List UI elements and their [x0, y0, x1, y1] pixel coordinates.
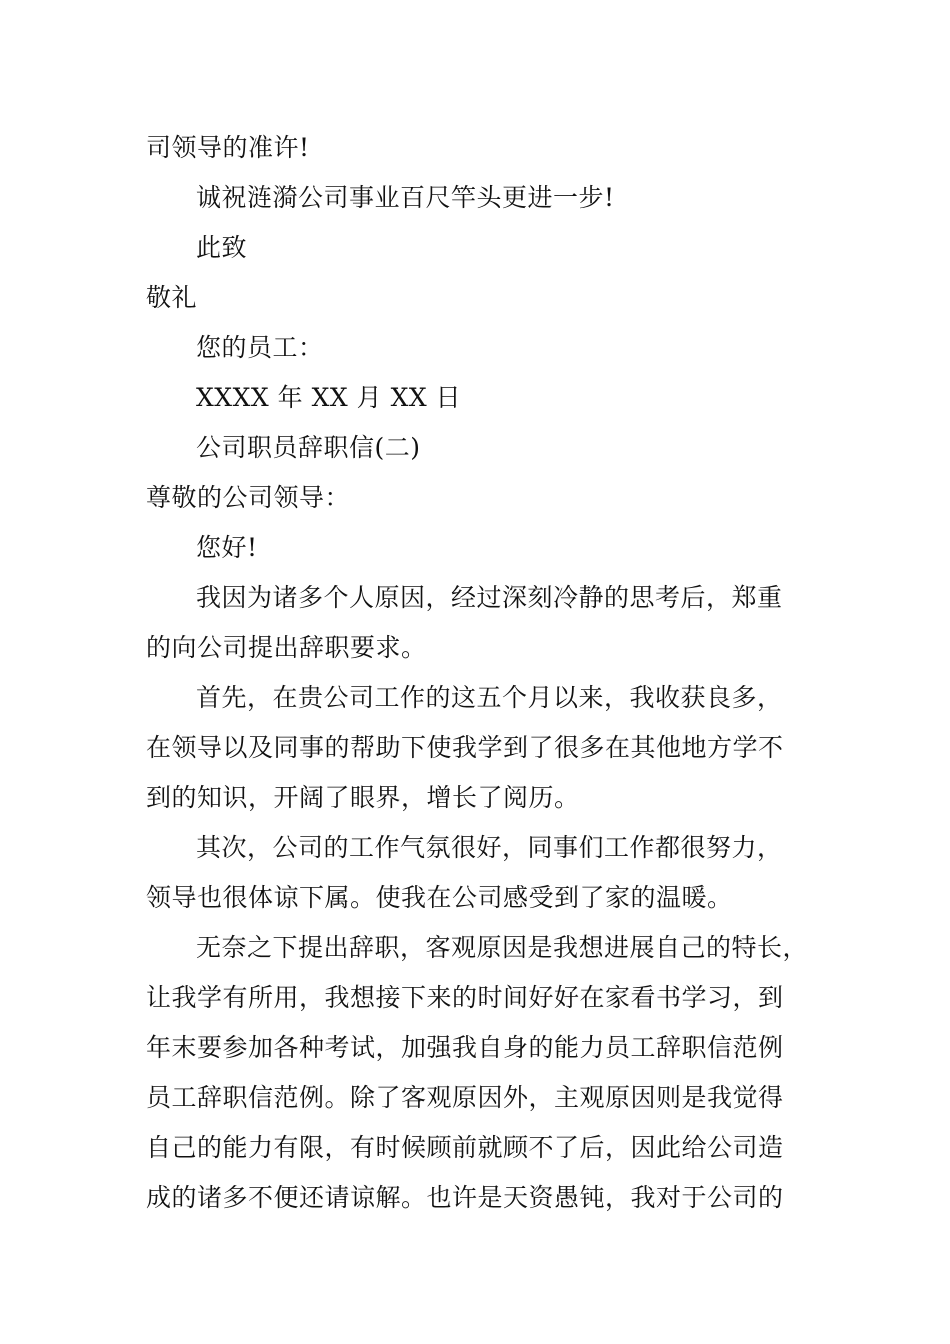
- text-line: 我因为诸多个人原因，经过深刻冷静的思考后，郑重: [196, 583, 783, 612]
- text-line: 让我学有所用，我想接下来的时间好好在家看书学习，到: [146, 983, 784, 1012]
- text-line: 诚祝涟漪公司事业百尺竿头更进一步!: [196, 183, 615, 212]
- section-title: 公司职员辞职信(二): [196, 433, 421, 462]
- text-line: 到的知识，开阔了眼界，增长了阅历。: [146, 783, 580, 812]
- text-line: 其次，公司的工作气氛很好，同事们工作都很努力，: [196, 833, 783, 862]
- text-line: 此致: [196, 233, 248, 262]
- text-line: 首先，在贵公司工作的这五个月以来，我收获良多，: [196, 683, 783, 712]
- date-line: XXXX 年 XX 月 XX 日: [196, 383, 462, 412]
- text-line: 的向公司提出辞职要求。: [146, 633, 427, 662]
- salutation: 尊敬的公司领导：: [146, 483, 351, 512]
- greeting: 您好!: [196, 533, 258, 562]
- text-line: 领导也很体谅下属。使我在公司感受到了家的温暖。: [146, 883, 733, 912]
- text-line: 年末要参加各种考试，加强我自身的能力员工辞职信范例: [146, 1033, 784, 1062]
- text-line: 司领导的准许!: [146, 133, 310, 162]
- text-line: 自己的能力有限，有时候顾前就顾不了后，因此给公司造: [146, 1133, 784, 1162]
- text-line: 成的诸多不便还请谅解。也许是天资愚钝，我对于公司的: [146, 1183, 784, 1212]
- text-line: 您的员工：: [196, 333, 324, 362]
- text-line: 在领导以及同事的帮助下使我学到了很多在其他地方学不: [146, 733, 784, 762]
- text-line: 无奈之下提出辞职，客观原因是我想进展自己的特长，: [196, 933, 809, 962]
- text-line: 敬礼: [146, 283, 198, 312]
- text-line: 员工辞职信范例。除了客观原因外，主观原因则是我觉得: [146, 1083, 784, 1112]
